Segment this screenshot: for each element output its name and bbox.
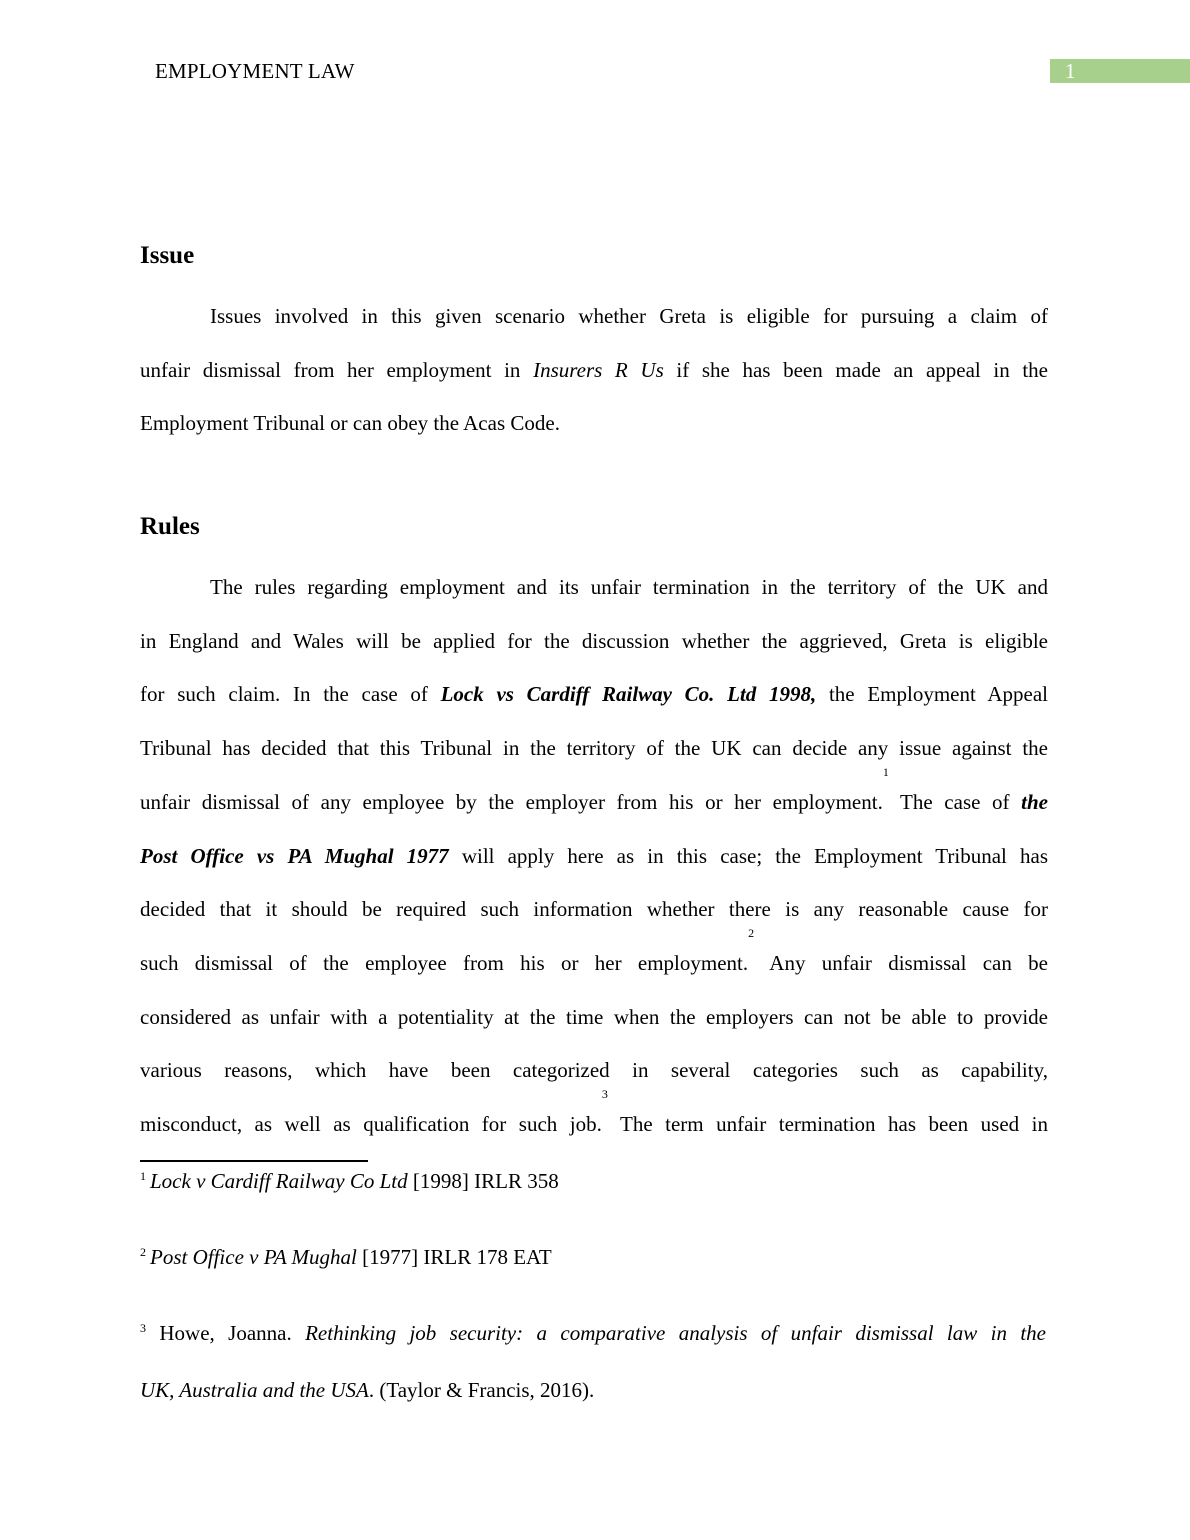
rules-line: Tribunal has decided that this Tribunal in the territory of the UK can decide any issue against the: [140, 736, 1048, 761]
issue-heading: Issue: [140, 242, 195, 269]
rules-line: in England and Wales will be applied for the discussion whether the aggrieved, Greta is eligible: [140, 628, 1048, 653]
case-citation: Post Office vs PA Mughal 1977: [140, 843, 449, 868]
rules-line: for such claim. In the case of Lock vs Cardiff Railway Co. Ltd 1998, the Employment Appeal: [140, 682, 1049, 707]
rules-line: The rules regarding employment and its unfair termination in the territory of the UK and: [210, 575, 1048, 599]
header-title: EMPLOYMENT LAW: [155, 59, 355, 83]
footnote-2: $^2$ Post Office v PA Mughal [1977] IRLR 178 EAT: [140, 1245, 552, 1269]
company-name: Insurers R Us: [533, 357, 664, 382]
rules-line: misconduct, as well as qualification for such job.$^3$ The term unfair termination has been used in: [140, 1087, 1048, 1137]
issue-paragraph: [140, 290, 1048, 451]
rules-line: various reasons, which have been categorized in several categories such as capability,: [140, 1058, 1048, 1083]
footnote-ref-1: 1: [882, 764, 889, 779]
rules-line: Post Office vs PA Mughal 1977 will apply here as in this case; the Employment Tribunal has: [140, 843, 1048, 868]
rules-line: unfair dismissal of any employee by the employer from his or her employment.$^1$ The case of the: [140, 764, 1048, 814]
rules-line: considered as unfair with a potentiality at the time when the employers can not be able to provide: [140, 1004, 1048, 1029]
rules-heading: Rules: [140, 513, 200, 540]
footnote-ref-3: 3: [601, 1087, 608, 1102]
footnote-3: $^3$ Howe, Joanna. Rethinking job security: a comparative analysis of unfair dismissal law in the UK, Australia and the USA. (Taylor & Francis, 2016).: [140, 1321, 1046, 1402]
issue-line-3: Employment Tribunal or can obey the Acas Code.: [140, 411, 560, 436]
page-number: 1: [1065, 59, 1076, 83]
issue-line-2: unfair dismissal from her employment in Insurers R Us if she has been made an appeal in the: [140, 357, 1048, 382]
rules-line: such dismissal of the employee from his or her employment.$^2$ Any unfair dismissal can be: [140, 925, 1048, 975]
footnote-ref-2: 2: [748, 925, 755, 940]
issue-line-1: Issues involved in this given scenario whether Greta is eligible for pursuing a claim of: [210, 304, 1048, 328]
rules-line: decided that it should be required such information whether there is any reasonable cause for: [140, 897, 1048, 922]
footnote-1: $^1$ Lock v Cardiff Railway Co Ltd [1998] IRLR 358: [140, 1169, 559, 1193]
case-citation: Lock vs Cardiff Railway Co. Ltd 1998,: [440, 682, 817, 707]
rules-paragraph: [140, 561, 1048, 1152]
